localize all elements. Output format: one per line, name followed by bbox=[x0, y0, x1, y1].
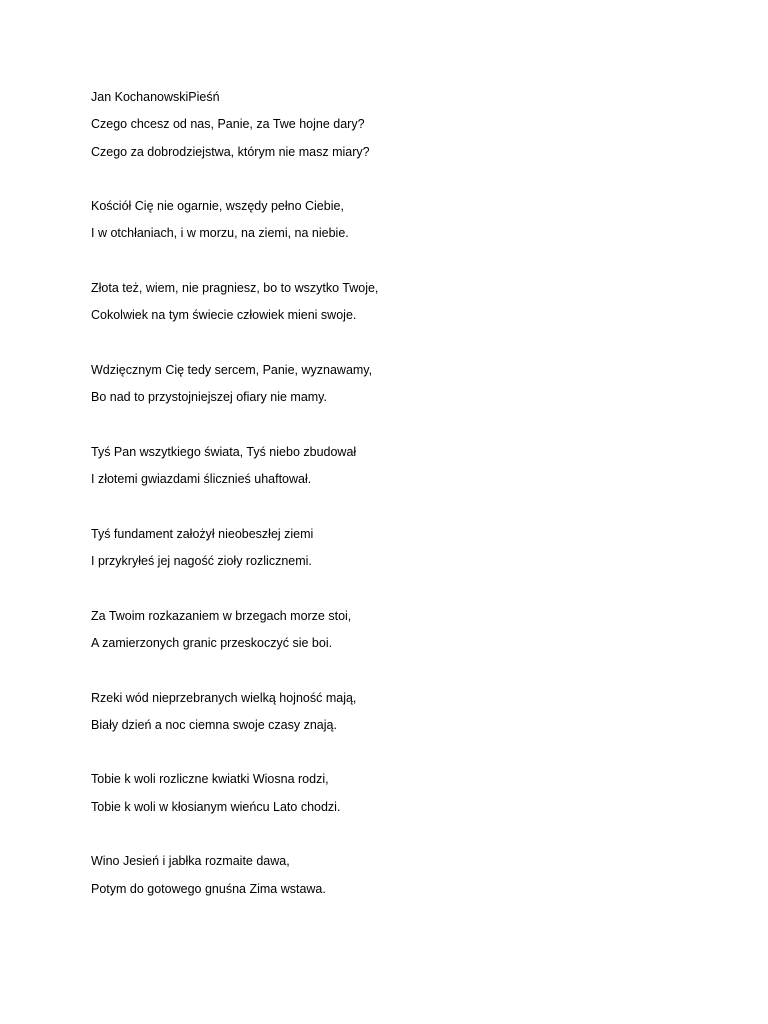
stanza-break bbox=[91, 575, 691, 602]
stanza-break bbox=[91, 330, 691, 357]
poem-line: Bo nad to przystojniejszej ofiary nie mamy. bbox=[91, 390, 327, 405]
poem-line: Tyś Pan wszytkiego świata, Tyś niebo zbudował bbox=[91, 444, 357, 459]
poem-line: Tobie k woli w kłosianym wieńcu Lato chodzi. bbox=[91, 799, 341, 814]
poem-line: Wino Jesień i jabłka rozmaite dawa, bbox=[91, 854, 290, 869]
poem-line: I w otchłaniach, i w morzu, na ziemi, na niebie. bbox=[91, 226, 349, 241]
stanza-break bbox=[91, 739, 691, 766]
poem-line: A zamierzonych granic przeskoczyć sie boi. bbox=[91, 635, 333, 650]
poem-line: Złota też, wiem, nie pragniesz, bo to wszytko Twoje, bbox=[91, 281, 379, 296]
poem-line: Biały dzień a noc ciemna swoje czasy znają. bbox=[91, 717, 337, 732]
poem-line: Kościół Cię nie ogarnie, wszędy pełno Ciebie, bbox=[91, 199, 344, 214]
poem-line: Rzeki wód nieprzebranych wielką hojność mają, bbox=[91, 690, 357, 705]
poem-line: I złotemi gwiazdami ślicznieś uhaftował. bbox=[91, 472, 312, 487]
poem-line: Czego chcesz od nas, Panie, za Twe hojne dary? bbox=[91, 117, 365, 132]
stanza-break bbox=[91, 657, 691, 684]
poem-line: Czego za dobrodziejstwa, którym nie masz miary? bbox=[91, 144, 370, 159]
poem-line: Potym do gotowego gnuśna Zima wstawa. bbox=[91, 881, 326, 896]
poem-line: Cokolwiek na tym świecie człowiek mieni swoje. bbox=[91, 308, 357, 323]
poem-line: I przykryłeś jej nagość zioły rozlicznemi. bbox=[91, 554, 312, 569]
poem-heading: Jan KochanowskiPieśń bbox=[91, 90, 220, 104]
stanza-break bbox=[91, 248, 691, 275]
stanza-break bbox=[91, 821, 691, 848]
stanza-break bbox=[91, 493, 691, 520]
poem-line: Tyś fundament założył nieobeszłej ziemi bbox=[91, 526, 314, 541]
stanza-break bbox=[91, 412, 691, 439]
poem-body bbox=[91, 84, 691, 903]
poem-line: Za Twoim rozkazaniem w brzegach morze stoi, bbox=[91, 608, 352, 623]
poem-line: Wdzięcznym Cię tedy sercem, Panie, wyznawamy, bbox=[91, 362, 373, 377]
poem-line: Tobie k woli rozliczne kwiatki Wiosna rodzi, bbox=[91, 772, 329, 787]
stanza-break bbox=[91, 166, 691, 193]
